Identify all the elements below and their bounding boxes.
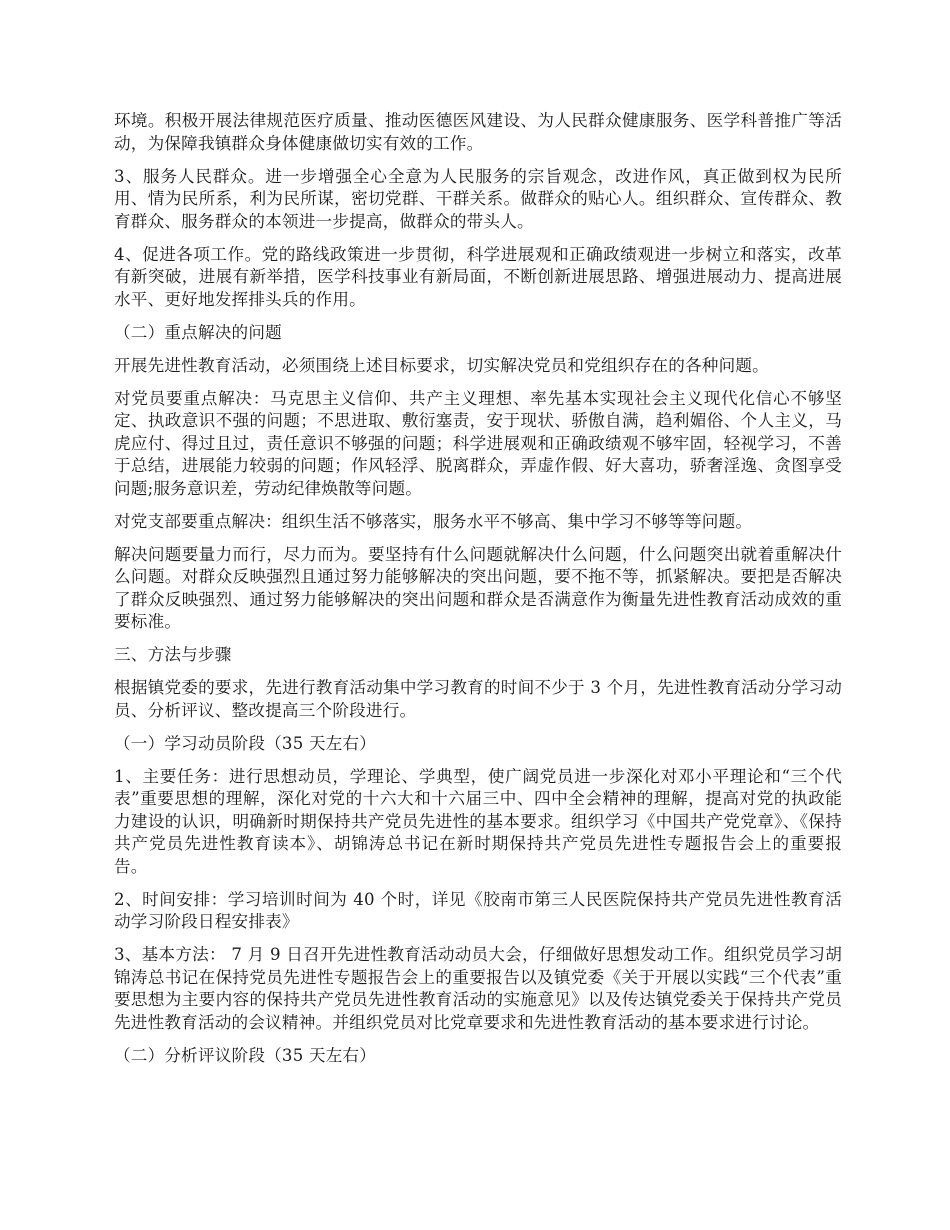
paragraph-schedule: 2、时间安排：学习培训时间为 40 个时，详见《胶南市第三人民医院保持共产党员先进性教育活动学习阶段日程安排表》 [114, 889, 842, 931]
section-heading-methods-steps: 三、方法与步骤 [114, 645, 232, 664]
section-heading-review-phase: （二）分析评议阶段（35 天左右） [114, 1045, 377, 1065]
paragraph-key-problems-intro: 开展先进性教育活动，必须围绕上述目标要求，切实解决党员和党组织存在的各种问题。 [114, 355, 769, 375]
paragraph-main-tasks: 1、主要任务：进行思想动员，学理论、学典型，使广阔党员进一步深化对邓小平理论和“三个代表”重要思想的理解，深化对党的十六大和十六届三中、四中全会精神的理解，提高对党的执政能力建设的认识，明确新时期保持共产党员先进性的基本要求。组织学习《中国共产党党章》、《保持共产党员先进性教育读本》、胡锦涛总书记在新时期保持共产党员先进性专题报告会上的重要报告。 [114, 766, 842, 876]
paragraph-serve-people: 3、服务人民群众。进一步增强全心全意为人民服务的宗旨观念，改进作风，真正做到权为民所用、情为民所系，利为民所谋，密切党群、干群关系。做群众的贴心人。组织群众、宣传群众、教育群众、服务群众的本领进一步提高，做群众的带头人。 [114, 166, 842, 231]
paragraph-basic-methods: 3、基本方法： 7 月 9 日召开先进性教育活动动员大会，仔细做好思想发动工作。组织党员学习胡锦涛总书记在保持党员先进性专题报告会上的重要报告以及镇党委《关于开展以实践“三个代表”重要思想为主要内容的保持共产党员先进性教育活动的实施意见》以及传达镇党委关于保持共产党员先进性教育活动的会议精神。并组织党员对比党章要求和先进性教育活动的基本要求进行讨论。 [114, 945, 842, 1032]
paragraph-intro-continued: 环境。积极开展法律规范医疗质量、推动医德医风建设、为人民群众健康服务、医学科普推广等活动，为保障我镇群众身体健康做切实有效的工作。 [114, 111, 842, 153]
paragraph-solve-problems: 解决问题要量力而行，尽力而为。要坚持有什么问题就解决什么问题，什么问题突出就着重解决什么问题。对群众反映强烈且通过努力能够解决的突出问题，要不拖不等，抓紧解决。要把是否解决了群众反映强烈、通过努力能够解决的突出问题和群众是否满意作为衡量先进性教育活动成效的重要标准。 [114, 544, 842, 631]
paragraph-branch-problems: 对党支部要重点解决：组织生活不够落实，服务水平不够高、集中学习不够等等问题。 [114, 511, 753, 531]
document-body [114, 110, 842, 1078]
paragraph-methods-intro: 根据镇党委的要求，先进行教育活动集中学习教育的时间不少于 3 个月，先进性教育活动分学习动员、分析评议、整改提高三个阶段进行。 [114, 678, 842, 720]
paragraph-promote-work: 4、促进各项工作。党的路线政策进一步贯彻，科学进展观和正确政绩观进一步树立和落实，改革有新突破，进展有新举措，医学科技事业有新局面，不断创新进展思路、增强进展动力、提高进展水平、更好地发挥排头兵的作用。 [114, 244, 842, 309]
section-heading-key-problems: （二）重点解决的问题 [114, 322, 282, 342]
paragraph-party-member-problems: 对党员要重点解决：马克思主义信仰、共产主义理想、率先基本实现社会主义现代化信心不够坚定、执政意识不强的问题；不思进取、敷衍塞责，安于现状、骄傲自满，趋利媚俗、个人主义，马虎应付、得过且过，责任意识不够强的问题；科学进展观和正确政绩观不够牢固，轻视学习，不善于总结，进展能力较弱的问题；作风轻浮、脱离群众，弄虚作假、好大喜功，骄奢淫逸、贪图享受问题;服务意识差，劳动纪律焕散等问题。 [114, 388, 842, 498]
section-heading-study-phase: （一）学习动员阶段（35 天左右） [114, 733, 377, 753]
